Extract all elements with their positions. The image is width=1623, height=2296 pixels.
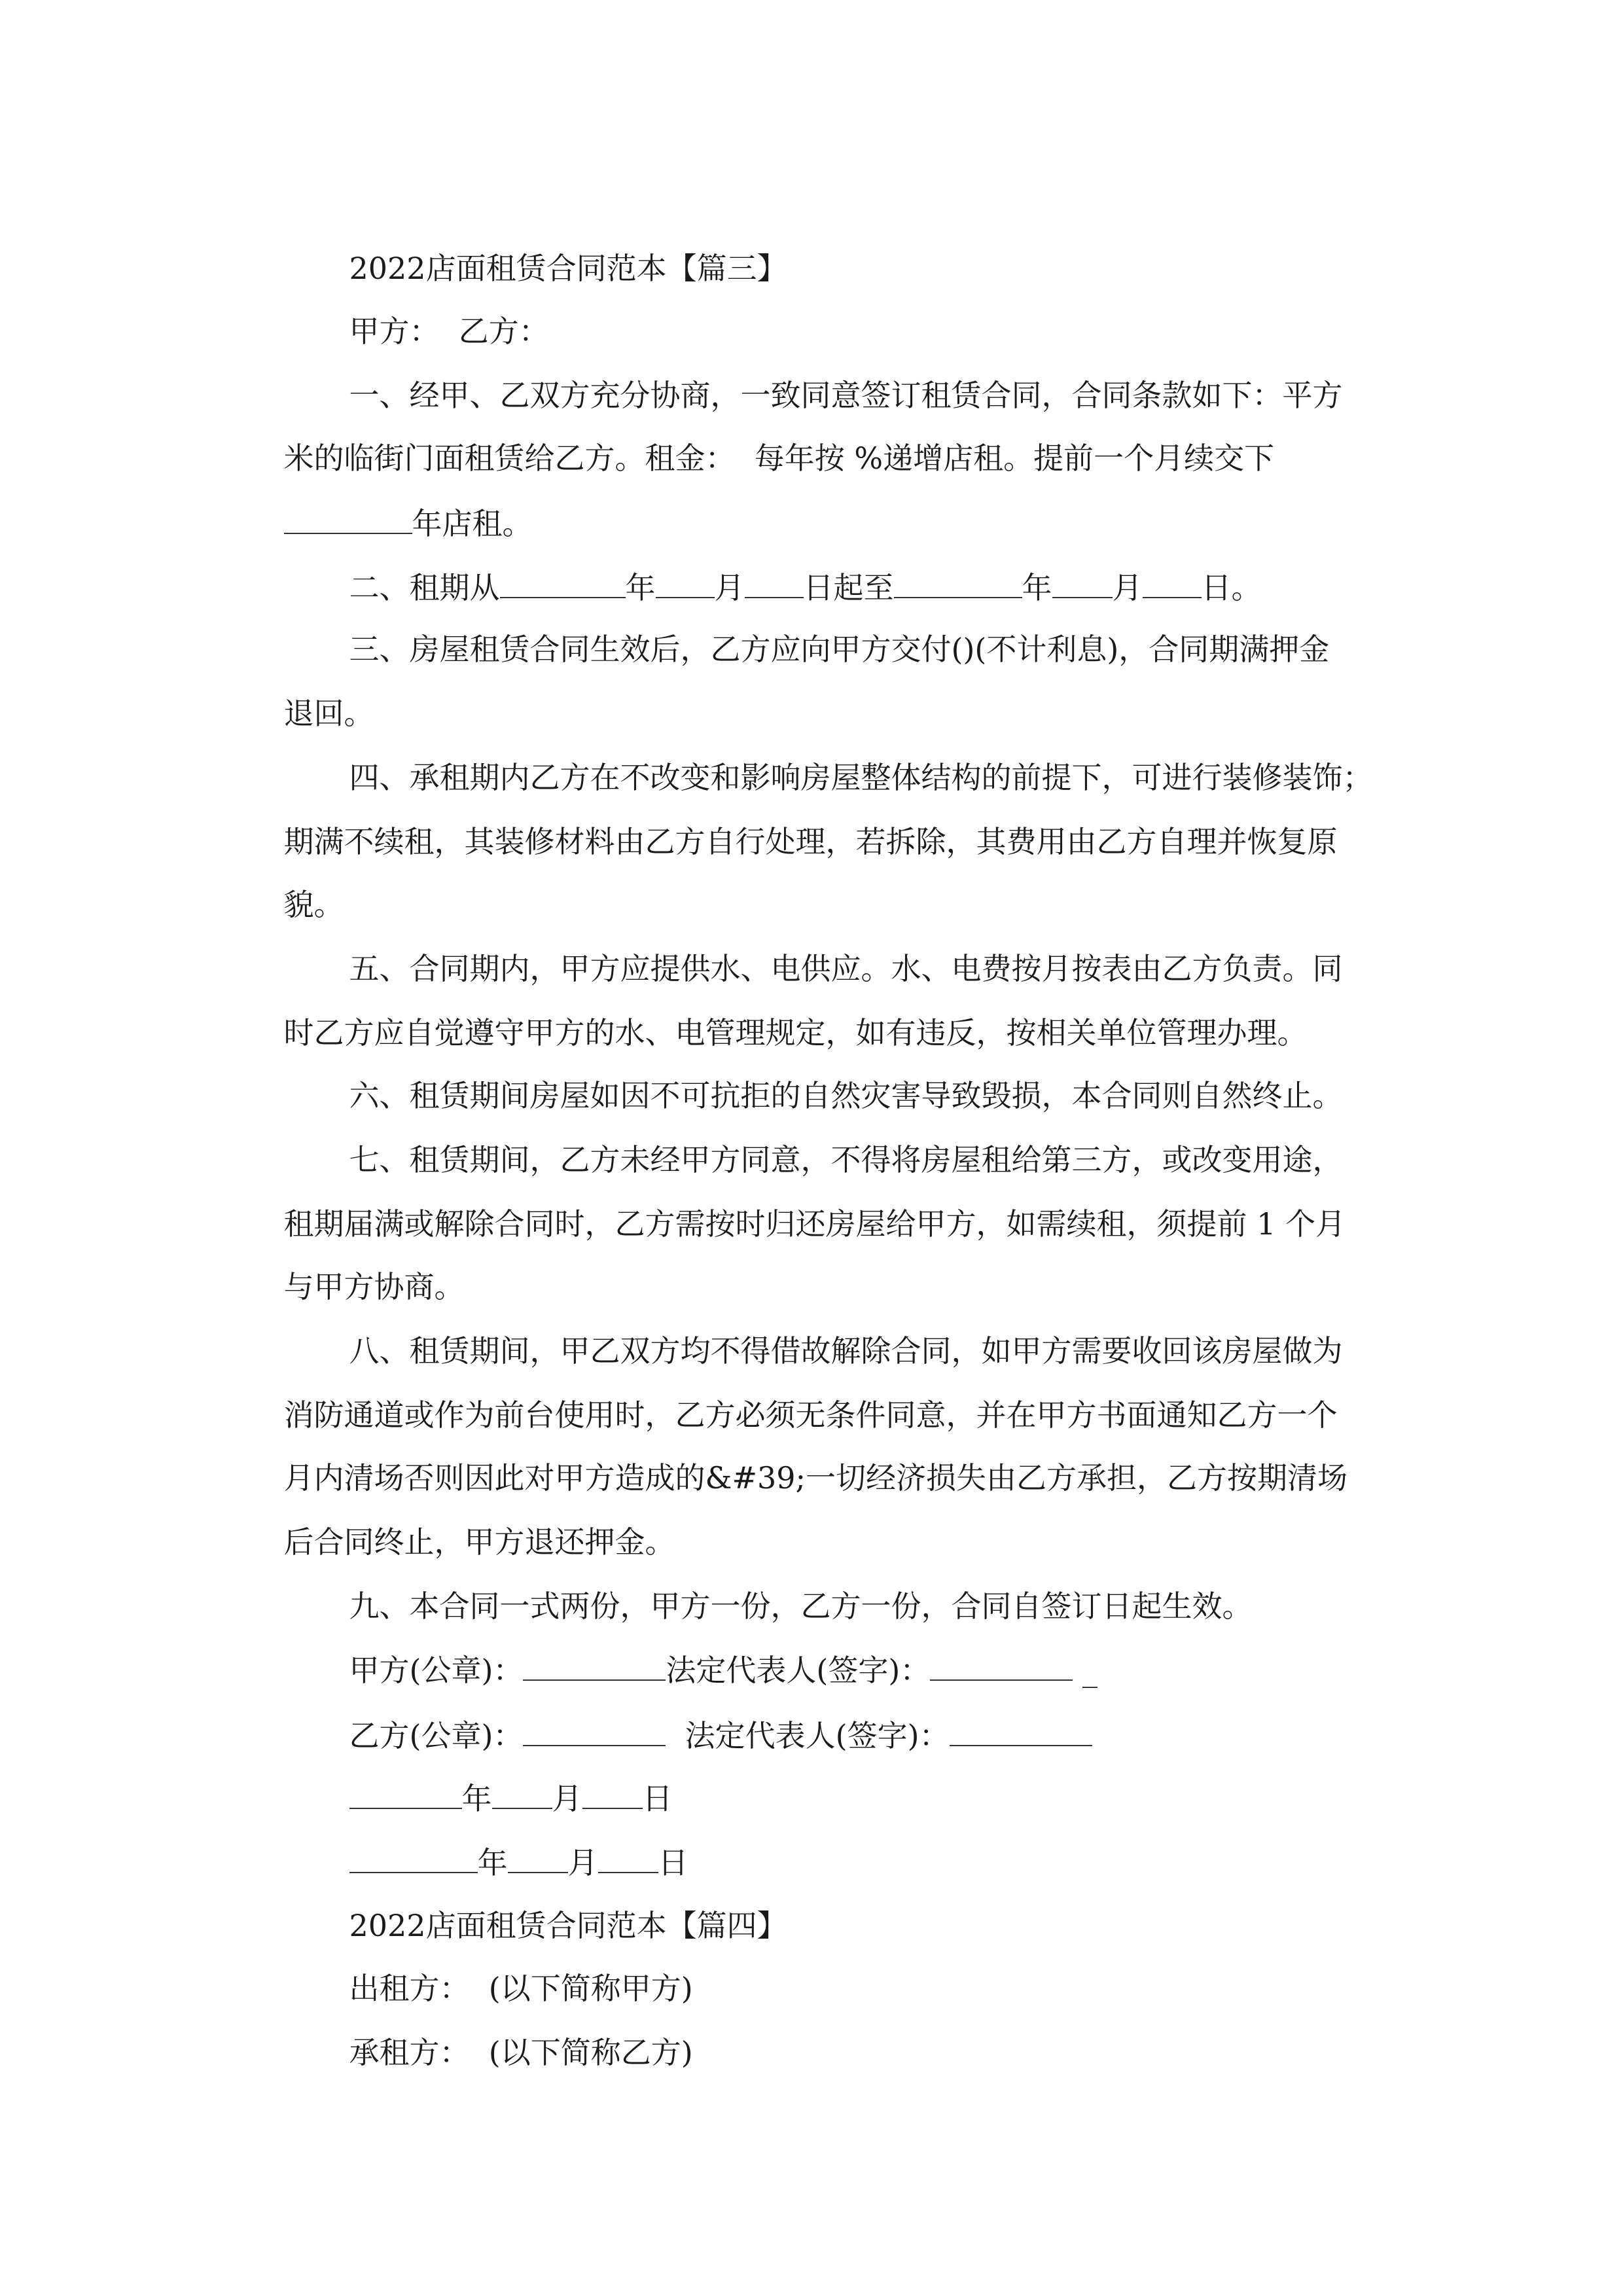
parties-line-text: 甲方： 乙方：: [349, 314, 549, 349]
date1-month-label: 月: [552, 1781, 582, 1816]
party-a-rep-label: 法定代表人(签字)：: [666, 1653, 931, 1688]
clause8-line4-text: 后合同终止，甲方退还押金。: [283, 1524, 675, 1560]
clause3-line1-text: 三、房屋租赁合同生效后，乙方应向甲方交付()(不计利息)，合同期满押金: [349, 632, 1330, 667]
date1-day-label: 日: [642, 1781, 673, 1816]
party-b-rep-label: 法定代表人(签字)：: [685, 1718, 950, 1753]
clause1-line2-text: 米的临街门面租赁给乙方。租金： 每年按 %递增店租。提前一个月续交下: [283, 440, 1275, 476]
section3-title-text: 2022店面租赁合同范本【篇三】: [349, 251, 787, 286]
clause7-line2-text: 租期届满或解除合同时，乙方需按时归还房屋给甲方，如需续租，须提前 1 个月: [283, 1206, 1346, 1242]
clause8-line3-text: 月内清场否则因此对甲方造成的&#39;一切经济损失由乙方承担，乙方按期清场: [283, 1460, 1348, 1496]
clause6-line1-text: 六、租赁期间房屋如因不可抗拒的自然灾害导致毁损，本合同则自然终止。: [349, 1078, 1343, 1113]
clause9-line1-text: 九、本合同一式两份，甲方一份，乙方一份，合同自签订日起生效。: [349, 1588, 1253, 1624]
lessee-line-text: 承租方： (以下简称乙方): [349, 2035, 693, 2070]
party-b-seal-label: 乙方(公章)：: [349, 1718, 524, 1753]
clause4-line2-text: 期满不续租，其装修材料由乙方自行处理，若拆除，其费用由乙方自理并恢复原: [283, 824, 1338, 859]
party-a-seal-label: 甲方(公章)：: [349, 1653, 524, 1688]
date1-year-label: 年: [461, 1781, 492, 1816]
clause3-line2-text: 退回。: [283, 696, 374, 731]
clause2-year-label: 年: [625, 570, 656, 605]
date2-day-label: 日: [658, 1845, 688, 1880]
clause8-line2-text: 消防通道或作为前台使用时，乙方必须无条件同意，并在甲方书面通知乙方一个: [283, 1397, 1338, 1433]
party-a-tail-mark: _: [1082, 1653, 1097, 1688]
date2-month-label: 月: [567, 1845, 598, 1880]
clause1-line1-text: 一、经甲、乙双方充分协商，一致同意签订租赁合同，合同条款如下：平方: [349, 378, 1343, 413]
clause2-month-label: 月: [714, 570, 745, 605]
clause2-prefix: 二、租期从: [349, 570, 500, 605]
clause2-day-from-label: 日起至: [803, 570, 894, 605]
lessee-line: [0, 1994, 1623, 2111]
clause4-line1-text: 四、承租期内乙方在不改变和影响房屋整体结构的前提下，可进行装修装饰；: [349, 760, 1373, 795]
clause8-line1-text: 八、租赁期间，甲乙双方均不得借故解除合同，如甲方需要收回该房屋做为: [349, 1333, 1343, 1369]
clause4-line3-text: 貌。: [283, 887, 344, 922]
clause5-line2-text: 时乙方应自觉遵守甲方的水、电管理规定，如有违反，按相关单位管理办理。: [283, 1015, 1308, 1050]
date2-year-label: 年: [477, 1845, 508, 1880]
clause2-end-year-label: 年: [1022, 570, 1052, 605]
clause1-line3-text: 年店租。: [412, 506, 533, 541]
section4-title-text: 2022店面租赁合同范本【篇四】: [349, 1908, 787, 1943]
clause7-line3-text: 与甲方协商。: [283, 1269, 465, 1304]
clause5-line1-text: 五、合同期内，甲方应提供水、电供应。水、电费按月按表由乙方负责。同: [349, 951, 1343, 986]
clause7-line1-text: 七、租赁期间，乙方未经甲方同意，不得将房屋租给第三方，或改变用途，: [349, 1142, 1343, 1177]
clause2-end-month-label: 月: [1112, 570, 1143, 605]
lessor-line-text: 出租方： (以下简称甲方): [349, 1971, 693, 2006]
clause2-day-end-label: 日。: [1201, 570, 1262, 605]
